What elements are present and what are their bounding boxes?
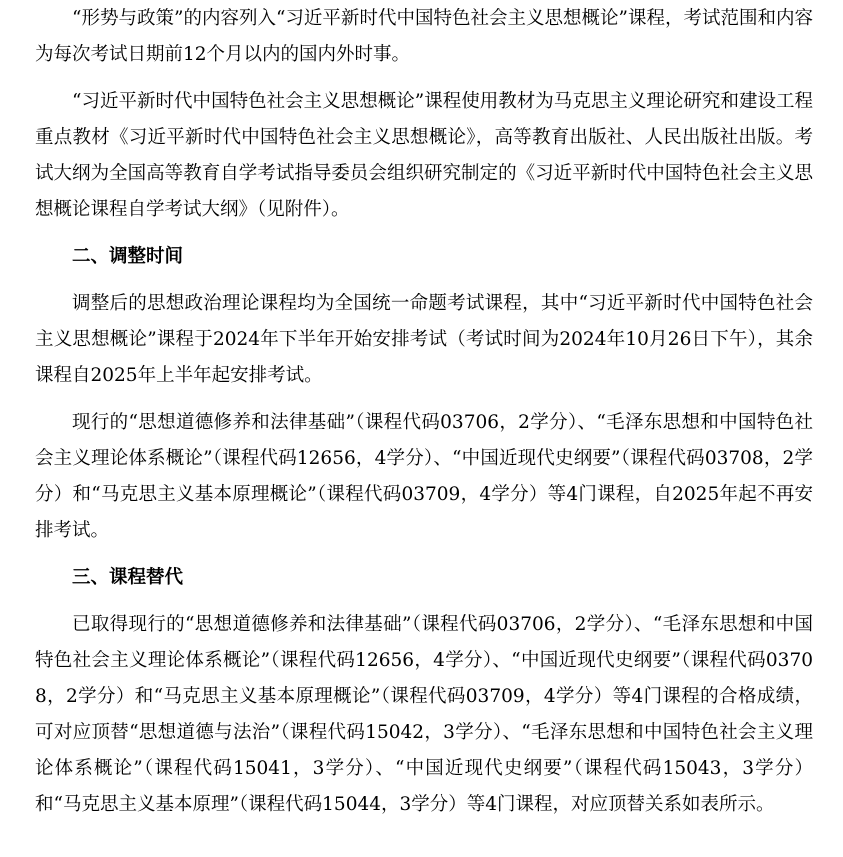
paragraph-politics-content: “形势与政策”的内容列入“习近平新时代中国特色社会主义思想概论”课程，考试范围和内容为每次考试日期前12个月以内的国内外时事。 [35, 8, 813, 65]
paragraph-substitution-rules: 已取得现行的“思想道德修养和法律基础”（课程代码03706，2学分）、“毛泽东思想和中国特色社会主义理论体系概论”（课程代码12656，4学分）、“中国近现代史纲要”（课程代码03708，2学分）和“马克思主义基本原理概论”（课程代码03709，4学分）等4门课程的合格成绩，可对应顶替“思想道德与法治”（课程代码15042，3学分）、“毛泽东思想和中国特色社会主义理论体系概论”（课程代码15041，3学分）、“中国近现代史纲要”（课程代码15043，3学分）和“马克思主义基本原理”（课程代码15044，3学分）等4门课程，对应顶替关系如表所示。 [35, 614, 813, 815]
paragraph-textbook: “习近平新时代中国特色社会主义思想概论”课程使用教材为马克思主义理论研究和建设工程重点教材《习近平新时代中国特色社会主义思想概论》，高等教育出版社、人民出版社出版。考试大纲为全国高等教育自学考试指导委员会组织研究制定的《习近平新时代中国特色社会主义思想概论课程自学考试大纲》（见附件）。 [35, 91, 813, 220]
document-page [0, 1, 843, 857]
heading-adjustment-time: 二、调整时间 [72, 246, 184, 267]
paragraph-discontinued-courses: 现行的“思想道德修养和法律基础”（课程代码03706，2学分）、“毛泽东思想和中国特色社会主义理论体系概论”（课程代码12656，4学分）、“中国近现代史纲要”（课程代码03708，2学分）和“马克思主义基本原理概论”（课程代码03709，4学分）等4门课程，自2025年起不再安排考试。 [35, 412, 813, 541]
paragraph-exam-schedule: 调整后的思想政治理论课程均为全国统一命题考试课程，其中“习近平新时代中国特色社会主义思想概论”课程于2024年下半年开始安排考试（考试时间为2024年10月26日下午），其余课程自2025年上半年起安排考试。 [35, 293, 813, 386]
heading-course-substitution: 三、课程替代 [72, 567, 184, 588]
